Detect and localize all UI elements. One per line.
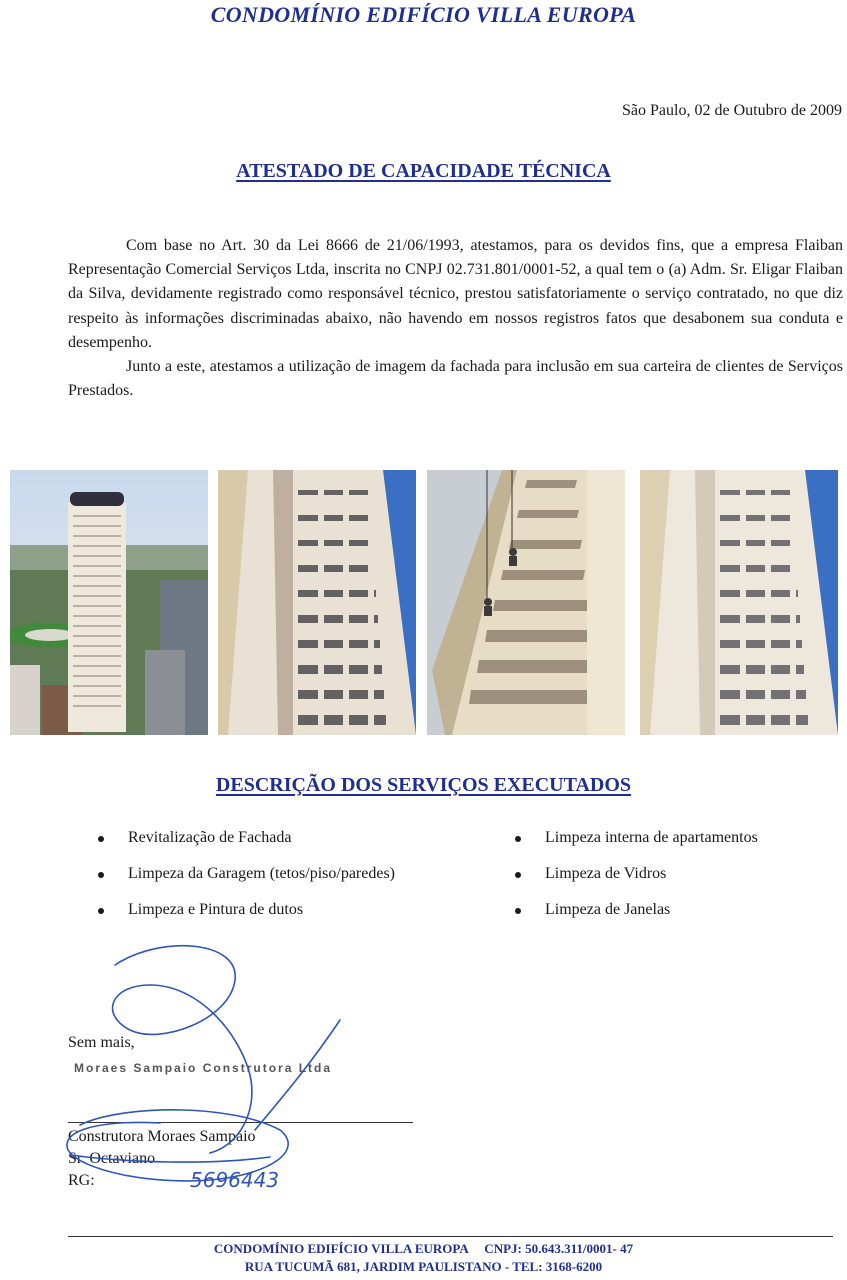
signer-block xyxy=(68,1126,256,1192)
facade-after-photo xyxy=(640,470,838,735)
certificate-title-text: ATESTADO DE CAPACIDADE TÉCNICA xyxy=(236,160,611,182)
handwritten-rg: 5696443 xyxy=(190,1168,280,1192)
rope-access-workers-photo xyxy=(427,470,625,735)
signer-company: Construtora Moraes Sampaio xyxy=(68,1128,256,1145)
signer-rg xyxy=(68,1170,256,1192)
letterhead-title: CONDOMÍNIO EDIFÍCIO VILLA EUROPA xyxy=(210,2,637,27)
service-item: Limpeza e Pintura de dutos xyxy=(98,901,395,937)
services-list-right xyxy=(515,829,758,937)
paragraph: Com base no Art. 30 da Lei 8666 de 21/06/1993, atestamos, para os devidos fins, que a empresa Flaiban Representação Comercial Serviços Ltda, inscrita no CNPJ 02.731.801/0001-52, a qual tem o (a) Adm. Sr. Eligar Flaiban da Silva, devidamente registrado como responsável técnico, prestou satisfatoriamente o serviço contratado, no que diz respeito às informações discriminadas abaixo, não havendo em nossos registros fatos que desabonem sua conduta e desempenho. xyxy=(68,237,843,351)
service-item: Limpeza de Janelas xyxy=(515,901,758,937)
certificate-title xyxy=(0,160,847,183)
company-stamp: Moraes Sampaio Construtora Ltda xyxy=(74,1061,333,1075)
paragraph: Junto a este, atestamos a utilização de imagem da fachada para inclusão em sua carteira de clientes de Serviços Prestados. xyxy=(68,358,843,400)
services-list-left xyxy=(98,829,395,937)
services-title-text: DESCRIÇÃO DOS SERVIÇOS EXECUTADOS xyxy=(215,774,632,796)
document-date: São Paulo, 02 de Outubro de 2009 xyxy=(622,102,842,119)
service-item: Limpeza da Garagem (tetos/piso/paredes) xyxy=(98,865,395,901)
services-title xyxy=(0,774,847,797)
service-item: Limpeza de Vidros xyxy=(515,865,758,901)
facade-photo-strip xyxy=(0,470,847,735)
footer-line-2: RUA TUCUMÃ 681, JARDIM PAULISTANO - TEL: 3168-6200 xyxy=(244,1259,603,1274)
service-item: Limpeza interna de apartamentos xyxy=(515,829,758,865)
signer-name: Sr. Octaviano xyxy=(68,1150,156,1167)
footer-line-1: CONDOMÍNIO EDIFÍCIO VILLA EUROPA CNPJ: 50.643.311/0001- 47 xyxy=(213,1241,634,1256)
closing-text: Sem mais, xyxy=(68,1034,135,1051)
tower-aerial-photo xyxy=(10,470,208,735)
certificate-body xyxy=(68,234,843,403)
signature-line xyxy=(68,1122,413,1123)
footer-divider xyxy=(68,1236,833,1237)
letterhead-footer xyxy=(0,1240,847,1276)
rg-label: RG: xyxy=(68,1172,95,1189)
facade-before-photo xyxy=(218,470,416,735)
service-item: Revitalização de Fachada xyxy=(98,829,395,865)
